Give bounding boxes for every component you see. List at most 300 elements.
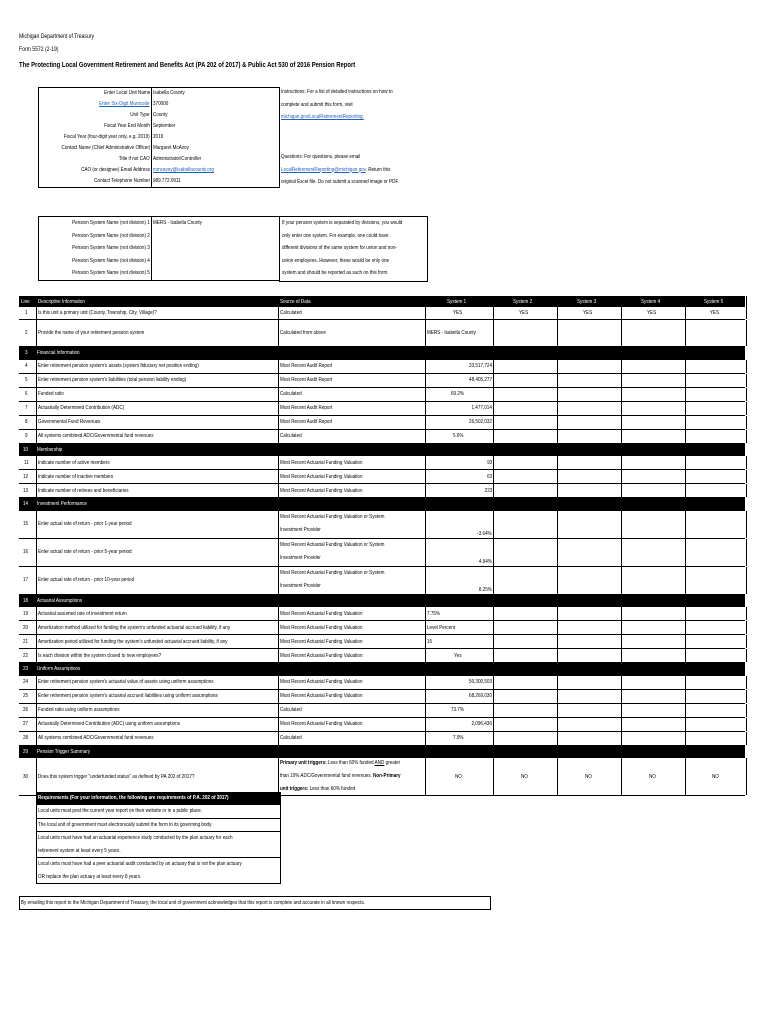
pension-system-row — [39, 242, 279, 255]
system-2-input-cell[interactable] — [493, 621, 556, 634]
instructions-link[interactable]: michigan.gov/LocalRetirementReporting. — [281, 114, 364, 121]
line-number: 13 — [23, 487, 29, 494]
system-1-input-cell[interactable] — [425, 539, 494, 566]
row-source: Calculated — [280, 735, 302, 741]
row-description: Governmental Fund Revenues — [38, 419, 101, 425]
pension-system-label: Pension System Name (not division) 1 — [72, 220, 150, 226]
line-number: 28 — [23, 735, 29, 741]
system-1-input-cell[interactable] — [425, 511, 494, 538]
info-value: 2019 — [153, 134, 164, 140]
system-3-input-cell[interactable] — [557, 402, 620, 415]
system-3-input-cell[interactable] — [557, 635, 620, 648]
line-number: 3 — [24, 350, 28, 357]
table-row — [19, 649, 745, 663]
system-4-input-cell[interactable] — [621, 539, 684, 566]
system-3-input-cell[interactable] — [557, 704, 620, 717]
info-row — [39, 154, 279, 165]
system-2-input-cell[interactable] — [493, 388, 556, 401]
section-title: Actuarial Assumptions — [37, 597, 83, 604]
system-4-input-cell[interactable] — [621, 430, 684, 443]
table-row — [19, 470, 745, 484]
pension-system-name-field[interactable] — [151, 267, 279, 280]
system-4-value: YES — [647, 310, 657, 316]
info-row — [39, 121, 279, 132]
pension-system-row — [39, 267, 279, 280]
row-description: Actuarially Determined Contribution (ADC) using uniform assumptions — [38, 721, 181, 727]
system-1-input-cell[interactable] — [425, 635, 495, 648]
row-source: Calculated — [280, 707, 302, 713]
system-5-input-cell[interactable] — [685, 607, 747, 620]
system-1-input-cell[interactable] — [425, 621, 495, 634]
line-number: 30 — [23, 773, 29, 780]
system-5-input-cell[interactable] — [685, 621, 747, 634]
info-label: Fiscal Year (four-digit year only, e.g. 2019) — [64, 134, 150, 140]
system-2-input-cell[interactable] — [493, 567, 556, 594]
system-2-input-cell[interactable] — [493, 484, 556, 497]
pension-system-name-field[interactable] — [151, 242, 279, 255]
line-number: 26 — [23, 707, 29, 713]
system-4-input-cell[interactable] — [621, 374, 684, 387]
info-row — [39, 165, 279, 176]
system-4-input-cell[interactable] — [621, 690, 684, 703]
info-value: 989.772.0911 — [153, 178, 181, 184]
system-2-input-cell[interactable] — [493, 704, 556, 717]
system-3-input-cell[interactable] — [557, 307, 620, 319]
system-3-input-cell[interactable] — [557, 539, 620, 566]
system-1-input-cell[interactable] — [425, 388, 494, 401]
system-1-input-cell[interactable] — [425, 307, 494, 319]
line-number: 29 — [23, 748, 29, 755]
row-source: Calculated from above — [280, 330, 326, 336]
info-value: 370000 — [153, 101, 169, 107]
system-4-input-cell[interactable] — [621, 621, 684, 634]
system-1-value: 7.75% — [427, 610, 441, 617]
line-number: 2 — [24, 330, 28, 336]
system-4-input-cell[interactable] — [621, 470, 684, 483]
line-number: 5 — [24, 377, 28, 383]
line-number: 12 — [23, 473, 29, 480]
system-4-input-cell[interactable] — [621, 607, 684, 620]
system-4-input-cell[interactable] — [621, 718, 684, 731]
system-3-input-cell[interactable] — [557, 430, 620, 443]
table-header-row — [19, 296, 745, 307]
requirement-item — [37, 818, 280, 832]
line-number: 27 — [23, 721, 29, 727]
system-2-input-cell[interactable] — [493, 635, 556, 648]
section-title: Membership — [37, 446, 63, 453]
info-value: Isabella County — [153, 90, 185, 96]
system-2-input-cell[interactable] — [493, 718, 556, 731]
system-2-input-cell[interactable] — [493, 374, 556, 387]
pension-system-label: Pension System Name (not division) 2 — [72, 232, 150, 239]
line-number: 14 — [23, 501, 29, 508]
row-description: All systems combined ADC/Governmental fund revenues — [38, 433, 154, 439]
pension-system-name-field[interactable] — [151, 230, 279, 243]
info-label: Unit Type — [130, 112, 150, 118]
system-1-value: Level Percent — [427, 624, 456, 631]
table-row — [19, 360, 745, 374]
system-1-input-cell[interactable] — [425, 732, 494, 745]
section-header-row — [19, 498, 745, 511]
row-description: Indicate number of retirees and beneficiaries — [38, 487, 129, 494]
requirement-text: Local units must have had a peer actuarial audit conducted by an actuary that is not the plan actuary — [38, 861, 242, 867]
row-description: Funded ratio — [38, 391, 64, 397]
division-note-line: only enter one system. For example, one could have — [282, 232, 389, 239]
system-2-input-cell[interactable] — [493, 690, 556, 703]
table-row — [19, 484, 745, 498]
form-number: Form 5572 (2-19) — [19, 46, 59, 53]
row-source: Most Recent Actuarial Funding Valuation — [280, 610, 363, 617]
system-1-value: -3.64% — [477, 530, 492, 537]
col-header-system-4: System 4 — [641, 298, 661, 305]
system-1-value: 1,477,014 — [471, 405, 492, 411]
info-value: Administrator/Controller — [153, 156, 202, 162]
row-description: Enter retirement pension system's assets (system fiduciary net position ending) — [38, 363, 199, 369]
line-number: 17 — [23, 577, 29, 583]
system-1-input-cell[interactable] — [425, 416, 494, 429]
requirements-box — [36, 792, 281, 884]
system-1-input-cell[interactable] — [425, 690, 494, 703]
system-2-input-cell[interactable] — [493, 430, 556, 443]
requirements-heading: Requirements (For your information, the following are requirements of P.A. 202 of 2017) — [38, 795, 229, 801]
line-number: 24 — [23, 679, 29, 685]
system-1-value: 26,502,032 — [469, 419, 492, 425]
system-3-input-cell[interactable] — [557, 484, 620, 497]
table-row — [19, 456, 745, 470]
row-description: Indicate number of inactive members — [38, 473, 114, 480]
system-1-value: 4.94% — [478, 558, 492, 565]
row-source: Most Recent Actuarial Funding Valuation — [280, 679, 363, 685]
system-4-input-cell[interactable] — [621, 635, 684, 648]
system-3-input-cell[interactable] — [557, 388, 620, 401]
info-label: CAO (or designee) Email Address — [81, 167, 150, 173]
trigger-system-4: NO — [648, 773, 656, 780]
system-5-input-cell[interactable] — [685, 402, 747, 415]
col-header-system-3: System 3 — [577, 298, 597, 305]
info-value[interactable]: mmcavoy@isabellacounty.org — [153, 167, 214, 173]
row-description: Actuarially Determined Contribution (ADC) — [38, 405, 125, 411]
system-3-input-cell[interactable] — [557, 320, 620, 346]
system-2-input-cell[interactable] — [493, 539, 556, 566]
system-2-input-cell[interactable] — [493, 320, 556, 346]
line-number: 8 — [24, 419, 28, 425]
system-1-value: 73.7% — [451, 707, 465, 713]
system-2-input-cell[interactable] — [493, 470, 556, 483]
system-2-input-cell[interactable] — [493, 307, 556, 319]
system-3-input-cell[interactable] — [557, 732, 620, 745]
system-5-input-cell[interactable] — [685, 511, 747, 538]
system-2-input-cell[interactable] — [493, 456, 556, 469]
table-row — [19, 635, 745, 649]
system-5-input-cell[interactable] — [685, 704, 747, 717]
line-number: 16 — [23, 549, 29, 555]
system-4-input-cell[interactable] — [621, 360, 684, 373]
system-1-input-cell[interactable] — [425, 718, 494, 731]
local-unit-info-box — [38, 87, 280, 188]
table-row — [19, 388, 745, 402]
table-row — [19, 567, 745, 595]
line-number: 1 — [24, 310, 28, 316]
table-row — [19, 676, 745, 690]
system-5-input-cell[interactable] — [685, 690, 747, 703]
system-3-input-cell[interactable] — [557, 470, 620, 483]
system-1-input-cell[interactable] — [425, 430, 494, 443]
requirement-text: OR replace the plan actuary at least every 8 years. — [38, 873, 142, 880]
system-5-input-cell[interactable] — [685, 416, 747, 429]
line-number: 21 — [23, 638, 29, 645]
row-source: Most Recent Actuarial Funding Valuation or System — [280, 570, 385, 576]
info-value-field[interactable] — [151, 165, 279, 176]
row-description: All systems combined ADC/Governmental fund revenues — [38, 735, 154, 741]
system-4-input-cell[interactable] — [621, 456, 684, 469]
row-description: Enter retirement pension system's liabilities (total pension liability ending) — [38, 377, 187, 383]
info-row — [39, 176, 279, 187]
info-label: Contact Name (Chief Administrative Officer) — [61, 145, 150, 151]
system-5-input-cell[interactable] — [685, 456, 747, 469]
system-5-input-cell[interactable] — [685, 360, 747, 373]
requirement-item — [37, 804, 280, 818]
system-5-input-cell[interactable] — [685, 635, 747, 648]
system-5-input-cell[interactable] — [685, 539, 747, 566]
row-source: Most Recent Actuarial Funding Valuation or System — [280, 514, 385, 520]
info-row — [39, 88, 279, 99]
system-3-input-cell[interactable] — [557, 511, 620, 538]
row-description: Actuarial assumed rate of investment return — [38, 610, 127, 617]
section-title: Financial Information — [37, 350, 80, 357]
col-header-source: Source of Data — [280, 298, 311, 305]
system-5-input-cell[interactable] — [685, 374, 747, 387]
row-source: Calculated — [280, 391, 302, 397]
row-source: Most Recent Actuarial Funding Valuation — [280, 693, 363, 699]
system-2-input-cell[interactable] — [493, 511, 556, 538]
system-3-input-cell[interactable] — [557, 690, 620, 703]
system-3-value: YES — [583, 310, 593, 316]
system-2-input-cell[interactable] — [493, 732, 556, 745]
row-source: Most Recent Audit Report — [280, 377, 333, 383]
trigger-system-1: NO — [454, 773, 462, 780]
system-5-input-cell[interactable] — [685, 430, 747, 443]
system-1-input-cell[interactable] — [425, 402, 494, 415]
info-label: Fiscal Year End Month — [104, 123, 150, 129]
instructions-line-1: Instructions: For a list of detailed instructions on how to — [281, 89, 393, 95]
section-title: Pension Trigger Summary — [37, 748, 91, 755]
row-description: Indicate number of active members — [38, 459, 110, 466]
row-source-line-2: Investment Provider — [280, 583, 321, 589]
table-row — [19, 416, 745, 430]
division-note-line: system and should be reported as such on this form. — [282, 270, 389, 277]
system-1-value: 2,096,436 — [471, 721, 492, 727]
system-4-input-cell[interactable] — [621, 567, 684, 594]
system-3-input-cell[interactable] — [557, 360, 620, 373]
info-value-field[interactable] — [151, 121, 279, 132]
info-row — [39, 110, 279, 121]
system-4-input-cell[interactable] — [621, 704, 684, 717]
questions-line-3: original Excel file. Do not submit a scanned image or PDF. — [281, 179, 400, 186]
info-value-field[interactable] — [151, 132, 279, 143]
system-2-value: YES — [519, 310, 529, 316]
system-5-input-cell[interactable] — [685, 388, 747, 401]
trigger-system-2: NO — [520, 773, 528, 780]
table-row — [19, 607, 745, 621]
table-row — [19, 621, 745, 635]
row-description: Enter retirement pension system's actuarial accrued liabilities using uniform assumptions — [38, 693, 218, 699]
system-3-input-cell[interactable] — [557, 607, 620, 620]
info-value-field[interactable] — [151, 110, 279, 121]
table-body — [19, 307, 745, 758]
info-value-field[interactable] — [151, 143, 279, 154]
questions-line-2-tail: . Return this — [365, 166, 391, 173]
system-4-input-cell[interactable] — [621, 320, 684, 346]
system-4-input-cell[interactable] — [621, 676, 684, 689]
line-number: 6 — [24, 391, 28, 397]
system-2-input-cell[interactable] — [493, 402, 556, 415]
system-5-input-cell[interactable] — [685, 307, 747, 319]
system-3-input-cell[interactable] — [557, 718, 620, 731]
system-1-value: 68,269,030 — [469, 693, 492, 699]
system-1-value: 15 — [427, 638, 433, 645]
system-2-input-cell[interactable] — [493, 607, 556, 620]
row-description: Provide the name of your retirement pension system — [38, 330, 145, 336]
system-5-input-cell[interactable] — [685, 732, 747, 745]
section-title: Uniform Assumptions — [37, 666, 81, 673]
col-header-line: Line — [21, 298, 30, 305]
system-1-input-cell[interactable] — [425, 470, 494, 483]
system-3-input-cell[interactable] — [557, 374, 620, 387]
system-5-input-cell[interactable] — [685, 320, 747, 346]
row-description: Amortization method utilized for funding the system's unfunded actuarial accrued liability, if any — [38, 624, 231, 631]
system-1-input-cell[interactable] — [425, 360, 494, 373]
requirement-item — [37, 857, 280, 883]
questions-line-1: Questions: For questions, please email — [281, 154, 361, 160]
row-source: Most Recent Actuarial Funding Valuation — [280, 459, 363, 466]
row-description: Enter retirement pension system's actuarial value of assets using uniform assumptions — [38, 679, 214, 685]
pension-system-name-field[interactable] — [151, 217, 279, 230]
system-1-value: 48,405,277 — [469, 377, 492, 383]
system-1-input-cell[interactable] — [425, 567, 494, 594]
questions-email-link[interactable]: LocalRetirementReporting@michigan.gov — [281, 166, 366, 173]
info-row — [39, 99, 279, 110]
line-number: 25 — [23, 693, 29, 699]
system-1-value: 8.25% — [478, 586, 492, 593]
system-2-input-cell[interactable] — [493, 360, 556, 373]
row-source: Most Recent Actuarial Funding Valuation or System — [280, 542, 385, 548]
info-value-field[interactable] — [151, 154, 279, 165]
system-4-input-cell[interactable] — [621, 402, 684, 415]
line-number: 18 — [23, 597, 29, 604]
info-value-field[interactable] — [151, 176, 279, 187]
table-row — [19, 307, 745, 320]
system-3-input-cell[interactable] — [557, 416, 620, 429]
system-1-value: 50,300,503 — [469, 679, 492, 685]
system-3-input-cell[interactable] — [557, 567, 620, 594]
trigger-criteria: Primary unit triggers: Less than 60% funded AND greater than 10% ADC/Governmental fund revenues. Non-Primary unit triggers: Less than 60% funded — [278, 758, 425, 795]
system-3-input-cell[interactable] — [557, 456, 620, 469]
row-source: Most Recent Audit Report — [280, 363, 333, 369]
system-1-value: 33,517,724 — [469, 363, 492, 369]
system-1-input-cell[interactable] — [425, 484, 494, 497]
table-row — [19, 430, 745, 444]
system-1-input-cell[interactable] — [425, 676, 494, 689]
info-label: Contact Telephone Number — [94, 178, 150, 184]
line-number: 22 — [23, 652, 29, 659]
system-1-value: MERS - Isabella County — [427, 330, 476, 336]
pension-system-name-field[interactable] — [151, 255, 279, 268]
system-5-input-cell[interactable] — [685, 676, 747, 689]
division-note-line: different divisions of the same system for union and non- — [282, 245, 397, 252]
system-5-input-cell[interactable] — [685, 484, 747, 497]
instructions-line-2: complete and submit this form, visit — [281, 101, 353, 108]
system-1-input-cell[interactable] — [425, 456, 494, 469]
system-5-input-cell[interactable] — [685, 718, 747, 731]
section-header-row — [19, 347, 745, 360]
system-1-input-cell[interactable] — [425, 374, 494, 387]
info-value-field[interactable] — [151, 88, 279, 99]
info-label: Title if not CAO — [119, 156, 150, 162]
system-4-input-cell[interactable] — [621, 416, 684, 429]
row-description: Enter actual rate of return - prior 5-year period — [38, 549, 132, 555]
system-5-input-cell[interactable] — [685, 567, 747, 594]
system-4-input-cell[interactable] — [621, 307, 684, 319]
pension-data-table — [19, 296, 745, 796]
system-1-value: 93 — [486, 459, 492, 466]
system-3-input-cell[interactable] — [557, 649, 620, 662]
table-row — [19, 511, 745, 539]
info-value: County — [153, 112, 168, 118]
pension-system-names-box — [38, 216, 280, 281]
row-source: Most Recent Audit Report — [280, 405, 333, 411]
system-4-input-cell[interactable] — [621, 484, 684, 497]
system-3-input-cell[interactable] — [557, 676, 620, 689]
section-header-row — [19, 444, 745, 457]
system-4-input-cell[interactable] — [621, 732, 684, 745]
table-row — [19, 374, 745, 388]
system-5-input-cell[interactable] — [685, 470, 747, 483]
system-4-input-cell[interactable] — [621, 649, 684, 662]
system-1-input-cell[interactable] — [425, 649, 494, 662]
requirement-text: Local units must post the current year report on their website or in a public place. — [38, 808, 202, 814]
system-3-input-cell[interactable] — [557, 621, 620, 634]
system-2-input-cell[interactable] — [493, 649, 556, 662]
pension-system-row — [39, 230, 279, 243]
system-2-input-cell[interactable] — [493, 416, 556, 429]
row-source: Most Recent Actuarial Funding Valuation — [280, 473, 363, 480]
system-2-input-cell[interactable] — [493, 676, 556, 689]
system-4-input-cell[interactable] — [621, 511, 684, 538]
pension-system-label: Pension System Name (not division) 3 — [72, 245, 150, 251]
pension-system-name: MERS - Isabella County — [153, 220, 202, 226]
division-note-box — [279, 216, 428, 282]
info-label[interactable]: Enter Six-Digit Municode — [99, 101, 150, 107]
line-number: 11 — [23, 459, 29, 466]
system-1-value: 5.6% — [452, 433, 464, 439]
info-value-field[interactable] — [151, 99, 279, 110]
trigger-row — [19, 758, 745, 796]
info-row — [39, 132, 279, 143]
system-4-input-cell[interactable] — [621, 388, 684, 401]
division-note-line: union employees. However, these would be only one — [282, 257, 390, 264]
system-1-value: 69.2% — [451, 391, 465, 397]
row-description: Funded ratio using uniform assumptions — [38, 707, 120, 713]
system-1-input-cell[interactable] — [425, 704, 494, 717]
questions-text — [281, 151, 427, 189]
col-header-descriptive: Descriptive Information — [38, 298, 85, 305]
system-5-input-cell[interactable] — [685, 649, 747, 662]
system-1-input-cell[interactable] — [425, 320, 495, 346]
system-1-value: YES — [453, 310, 463, 316]
row-source-line-2: Investment Provider — [280, 527, 321, 533]
system-1-input-cell[interactable] — [425, 607, 495, 620]
line-number: 19 — [23, 610, 29, 617]
